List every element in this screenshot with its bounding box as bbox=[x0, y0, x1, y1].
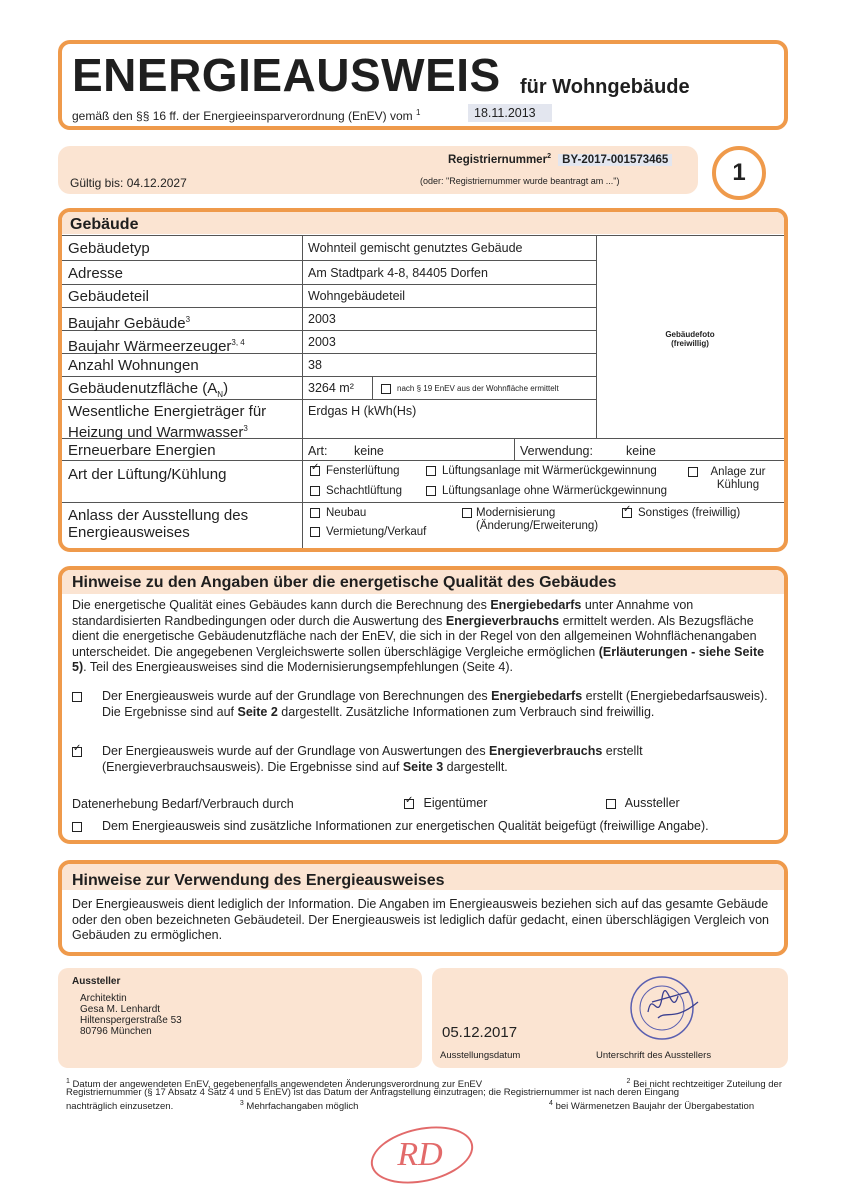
registration-number-value: BY-2017-001573465 bbox=[558, 154, 672, 166]
regulation-footnote-ref: 1 bbox=[415, 108, 421, 117]
occ-neubau-label: Neubau bbox=[326, 507, 367, 519]
registration-number bbox=[448, 153, 672, 166]
label-anlass bbox=[68, 507, 248, 541]
occ-vermietung-checkbox[interactable] bbox=[310, 527, 320, 537]
label-baujahr-waermeerzeuger bbox=[68, 334, 245, 355]
photo-placeholder bbox=[600, 330, 780, 348]
registration-note: (oder: "Registriernummer wurde beantragt am ...") bbox=[420, 176, 620, 186]
label-adresse: Adresse bbox=[68, 265, 124, 282]
vent-kuehlung-line1: Anlage zur bbox=[710, 466, 766, 478]
quality-bedarf-checkbox-wrap bbox=[72, 688, 88, 706]
photo-label-optional: (freiwillig) bbox=[671, 339, 709, 348]
vent-ohne-wrg-checkbox[interactable] bbox=[426, 486, 436, 496]
label-baujahr-gebaeude-text: Baujahr Gebäude bbox=[68, 315, 186, 332]
issue-date: 05.12.2017 bbox=[442, 1024, 518, 1041]
erneuerbare-art-value: keine bbox=[354, 444, 384, 458]
label-nutzflaeche-end: ) bbox=[223, 380, 229, 397]
quality-intro-part: ermittelt werden. Als Bezugsfläche dient die energetische Gebäudenutzfläche nach der EnEV, die sich in der Regel von den allgemeinen Wohnflächenangaben unterscheidet. Die angegebenen Vergleichswerte sollen überschlägige Vergleiche ermöglichen bbox=[72, 613, 757, 659]
photo-label: Gebäudefoto bbox=[665, 330, 715, 339]
label-energietraeger-line2: Heizung und Warmwasser bbox=[68, 424, 244, 441]
footnote-text: bei Wärmenetzen Baujahr der Übergabestation bbox=[555, 1101, 755, 1113]
footnote-ref: 2 bbox=[626, 1078, 631, 1085]
label-baujahr-waermeerzeuger-text: Baujahr Wärmeerzeuger bbox=[68, 338, 232, 355]
label-erneuerbare: Erneuerbare Energien bbox=[68, 442, 216, 459]
stamp-signature bbox=[618, 972, 710, 1044]
footnote-ref: 4 bbox=[549, 1100, 553, 1107]
label-anlass-line2: Energieausweises bbox=[68, 524, 190, 541]
value-baujahr-waermeerzeuger: 2003 bbox=[308, 335, 336, 349]
label-baujahr-gebaeude-sup: 3 bbox=[185, 315, 191, 324]
label-energietraeger-line1: Wesentliche Energieträger für bbox=[68, 403, 267, 420]
quality-title: Hinweise zu den Angaben über die energetische Qualität des Gebäudes bbox=[72, 574, 617, 591]
regulation-line bbox=[72, 108, 420, 123]
registration-footnote-ref: 2 bbox=[547, 153, 551, 160]
label-energietraeger bbox=[68, 403, 266, 441]
grid-line bbox=[302, 235, 303, 548]
data-collection-label: Datenerhebung Bedarf/Verbrauch durch bbox=[72, 797, 294, 811]
valid-until bbox=[70, 176, 187, 190]
quality-intro-part: . Teil des Energieausweises sind die Modernisierungsempfehlungen (Seite 4). bbox=[83, 660, 514, 674]
vent-kuehlung bbox=[702, 466, 774, 492]
grid-line bbox=[596, 235, 597, 438]
data-collection-owner-label: Eigentümer bbox=[423, 796, 488, 810]
quality-intro bbox=[72, 598, 772, 676]
vent-schacht bbox=[310, 485, 402, 497]
quality-bedarf-part: dargestellt. Zusätzliche Informationen zum Verbrauch sind freiwillig. bbox=[277, 704, 655, 719]
document-subtitle: für Wohngebäude bbox=[520, 76, 690, 98]
grid-line bbox=[372, 376, 373, 399]
occ-vermietung-label: Vermietung/Verkauf bbox=[326, 526, 427, 538]
page-number: 1 bbox=[712, 146, 766, 200]
issuer-label: Aussteller bbox=[72, 976, 121, 987]
grid-line bbox=[62, 284, 596, 285]
data-collection-issuer-checkbox[interactable] bbox=[606, 799, 616, 809]
quality-verbrauch-part: Der Energieausweis wurde auf der Grundlage von Auswertungen des bbox=[102, 744, 490, 758]
stamp-inner-ring bbox=[640, 986, 684, 1030]
label-baujahr-waermeerzeuger-sup: 3, 4 bbox=[231, 338, 245, 347]
occ-modernisierung-line1: Modernisierung bbox=[476, 507, 556, 519]
grid-line bbox=[62, 376, 596, 377]
vent-kuehlung-checkbox[interactable] bbox=[688, 467, 698, 477]
valid-until-label: Gültig bis: bbox=[70, 176, 124, 190]
rd-logo: RD bbox=[397, 1136, 443, 1173]
footnote-line-3 bbox=[66, 1098, 782, 1112]
issuer-address bbox=[80, 993, 182, 1037]
quality-verbrauch-bold: Seite 3 bbox=[402, 759, 444, 774]
footnote-ref: 3 bbox=[239, 1100, 244, 1107]
value-nutzflaeche: 3264 m² bbox=[308, 381, 354, 395]
label-gebaeudetyp: Gebäudetyp bbox=[68, 240, 150, 257]
grid-line bbox=[62, 307, 596, 308]
grid-line bbox=[62, 235, 784, 236]
label-nutzflaeche-text: Gebäudenutzfläche (A bbox=[68, 380, 218, 397]
erneuerbare-use-label: Verwendung: bbox=[520, 444, 593, 458]
vent-ohne-wrg-label: Lüftungsanlage ohne Wärmerückgewinnung bbox=[442, 485, 668, 497]
label-anlass-line1: Anlass der Ausstellung des bbox=[68, 507, 249, 524]
occ-neubau-checkbox[interactable] bbox=[310, 508, 320, 518]
quality-bedarf-part: erstellt (Energiebedarfsausweis). Die Ergebnisse sind auf bbox=[102, 689, 768, 719]
usage-text: Der Energieausweis dient lediglich der Information. Die Angaben im Energieausweis beziehen sich auf das gesamte Gebäude oder den oben bezeichneten Gebäudeteil. Der Energieausweis ist lediglich dafür gedacht, einen überschlägigen Vergleich von Gebäuden zu ermöglichen. bbox=[72, 897, 769, 942]
valid-until-date: 04.12.2027 bbox=[126, 176, 187, 190]
building-section-header bbox=[62, 212, 784, 234]
quality-verbrauch-text bbox=[102, 744, 772, 775]
usage-title: Hinweise zur Verwendung des Energieausweises bbox=[72, 872, 445, 889]
quality-bedarf-bold: Seite 2 bbox=[237, 704, 278, 719]
quality-bedarf-text bbox=[102, 689, 772, 720]
signature-label: Unterschrift des Ausstellers bbox=[596, 1050, 712, 1061]
quality-verbrauch-checkbox-wrap bbox=[72, 743, 88, 761]
nutzflaeche-note bbox=[381, 384, 559, 394]
quality-intro-part: unter Annahme von standardisierten Randbedingungen oder durch die Auswertung des bbox=[72, 598, 694, 628]
grid-line bbox=[514, 438, 515, 460]
label-baujahr-gebaeude bbox=[68, 311, 190, 332]
footnote-text: Bei nicht rechtzeitiger Zuteilung der bbox=[633, 1079, 782, 1091]
value-baujahr-gebaeude: 2003 bbox=[308, 312, 336, 326]
vent-fensterlueftung bbox=[310, 465, 400, 477]
grid-line bbox=[62, 502, 784, 503]
vent-fensterlueftung-checkbox[interactable] bbox=[310, 466, 320, 476]
occ-vermietung bbox=[310, 526, 426, 538]
vent-mit-wrg-label: Lüftungsanlage mit Wärmerückgewinnung bbox=[442, 465, 657, 477]
value-adresse: Am Stadtpark 4-8, 84405 Dorfen bbox=[308, 266, 488, 280]
footnote-ref: 1 bbox=[66, 1078, 70, 1085]
extra-info-checkbox-wrap bbox=[72, 818, 88, 836]
quality-intro-bold: Energieverbrauchs bbox=[445, 613, 560, 628]
issuer-line: Hiltenspergerstraße 53 bbox=[80, 1015, 182, 1026]
quality-bedarf-bold: Energiebedarfs bbox=[491, 689, 583, 703]
building-section-title: Gebäude bbox=[70, 216, 139, 233]
label-lueftung: Art der Lüftung/Kühlung bbox=[68, 466, 227, 483]
occ-neubau bbox=[310, 507, 366, 519]
registration-label: Registriernummer bbox=[448, 153, 548, 166]
label-energietraeger-sup: 3 bbox=[243, 424, 248, 433]
vent-schacht-checkbox[interactable] bbox=[310, 486, 320, 496]
vent-schacht-label: Schachtlüftung bbox=[326, 485, 403, 497]
grid-line bbox=[62, 260, 596, 261]
regulation-date: 18.11.2013 bbox=[468, 104, 552, 122]
data-collection-issuer-label: Aussteller bbox=[624, 796, 680, 810]
quality-intro-part: Die energetische Qualität eines Gebäudes kann durch die Berechnung des bbox=[72, 598, 491, 612]
quality-verbrauch-part: dargestellt. bbox=[443, 759, 508, 774]
label-nutzflaeche bbox=[68, 380, 228, 403]
value-gebaeudeteil: Wohngebäudeteil bbox=[308, 289, 406, 303]
quality-intro-bold: (Erläuterungen - siehe Seite 5) bbox=[72, 644, 765, 674]
issuer-line: Architektin bbox=[80, 993, 127, 1004]
issue-date-label: Ausstellungsdatum bbox=[440, 1050, 521, 1061]
data-collection-owner bbox=[404, 796, 487, 810]
label-nutzflaeche-sub: N bbox=[217, 390, 224, 399]
value-energietraeger: Erdgas H (kWh(Hs) bbox=[308, 404, 417, 418]
erneuerbare-art-label: Art: bbox=[308, 444, 328, 458]
occ-sonstiges bbox=[622, 507, 740, 519]
vent-ohne-wrg bbox=[426, 485, 667, 497]
label-anzahl-wohnungen: Anzahl Wohnungen bbox=[68, 357, 199, 374]
erneuerbare-use-value: keine bbox=[626, 444, 656, 458]
footnote-line-2: Registriernummer (§ 17 Absatz 4 Satz 4 und 5 EnEV) ist das Datum der Antragstellung einzutragen; die Registriernummer ist nach deren Eingang bbox=[66, 1087, 680, 1098]
extra-info-checkbox[interactable] bbox=[72, 822, 82, 832]
footnote-text: Datum der angewendeten EnEV, gegebenenfalls angewendeten Änderungsverordnung zur EnEV bbox=[72, 1079, 483, 1091]
nutzflaeche-note-text: nach § 19 EnEV aus der Wohnfläche ermittelt bbox=[397, 384, 559, 394]
occ-modernisierung-checkbox[interactable] bbox=[462, 508, 472, 518]
extra-info-text: Dem Energieausweis sind zusätzliche Informationen zur energetischen Qualität beigefügt (freiwillige Angabe). bbox=[102, 819, 709, 833]
occ-sonstiges-label: Sonstiges (freiwillig) bbox=[638, 507, 741, 519]
quality-intro-bold: Energiebedarfs bbox=[490, 598, 582, 612]
vent-mit-wrg bbox=[426, 465, 657, 477]
grid-line bbox=[62, 460, 784, 461]
quality-bedarf-checkbox[interactable] bbox=[72, 692, 82, 702]
value-gebaeudetyp: Wohnteil gemischt genutztes Gebäude bbox=[308, 241, 523, 255]
footnote-text: nachträglich einzusetzen. bbox=[66, 1101, 174, 1113]
quality-bedarf-part: Der Energieausweis wurde auf der Grundlage von Berechnungen des bbox=[102, 689, 492, 703]
data-collection-owner-checkbox[interactable] bbox=[404, 799, 414, 809]
document-title: ENERGIEAUSWEIS bbox=[72, 49, 501, 101]
issuer-line: Gesa M. Lenhardt bbox=[80, 1004, 161, 1015]
data-collection-issuer bbox=[606, 796, 680, 810]
occ-modernisierung-line2: (Änderung/Erweiterung) bbox=[476, 520, 599, 532]
vent-kuehlung-line2: Kühlung bbox=[716, 479, 760, 491]
quality-verbrauch-checkbox[interactable] bbox=[72, 747, 82, 757]
issuer-line: 80796 München bbox=[80, 1026, 152, 1037]
quality-verbrauch-part: erstellt (Energieverbrauchsausweis). Die Ergebnisse sind auf bbox=[102, 744, 643, 774]
regulation-text: gemäß den §§ 16 ff. der Energieeinsparverordnung (EnEV) vom bbox=[72, 109, 413, 123]
vent-mit-wrg-checkbox[interactable] bbox=[426, 466, 436, 476]
nutzflaeche-checkbox[interactable] bbox=[381, 384, 391, 394]
occ-modernisierung bbox=[476, 507, 598, 533]
label-gebaeudeteil: Gebäudeteil bbox=[68, 288, 149, 305]
occ-sonstiges-checkbox[interactable] bbox=[622, 508, 632, 518]
label-energietraeger-line2-wrap bbox=[68, 420, 266, 441]
quality-verbrauch-bold: Energieverbrauchs bbox=[489, 744, 603, 758]
footnote-text: Mehrfachangaben möglich bbox=[246, 1101, 359, 1113]
vent-fensterlueftung-label: Fensterlüftung bbox=[326, 465, 400, 477]
value-anzahl-wohnungen: 38 bbox=[308, 358, 322, 372]
